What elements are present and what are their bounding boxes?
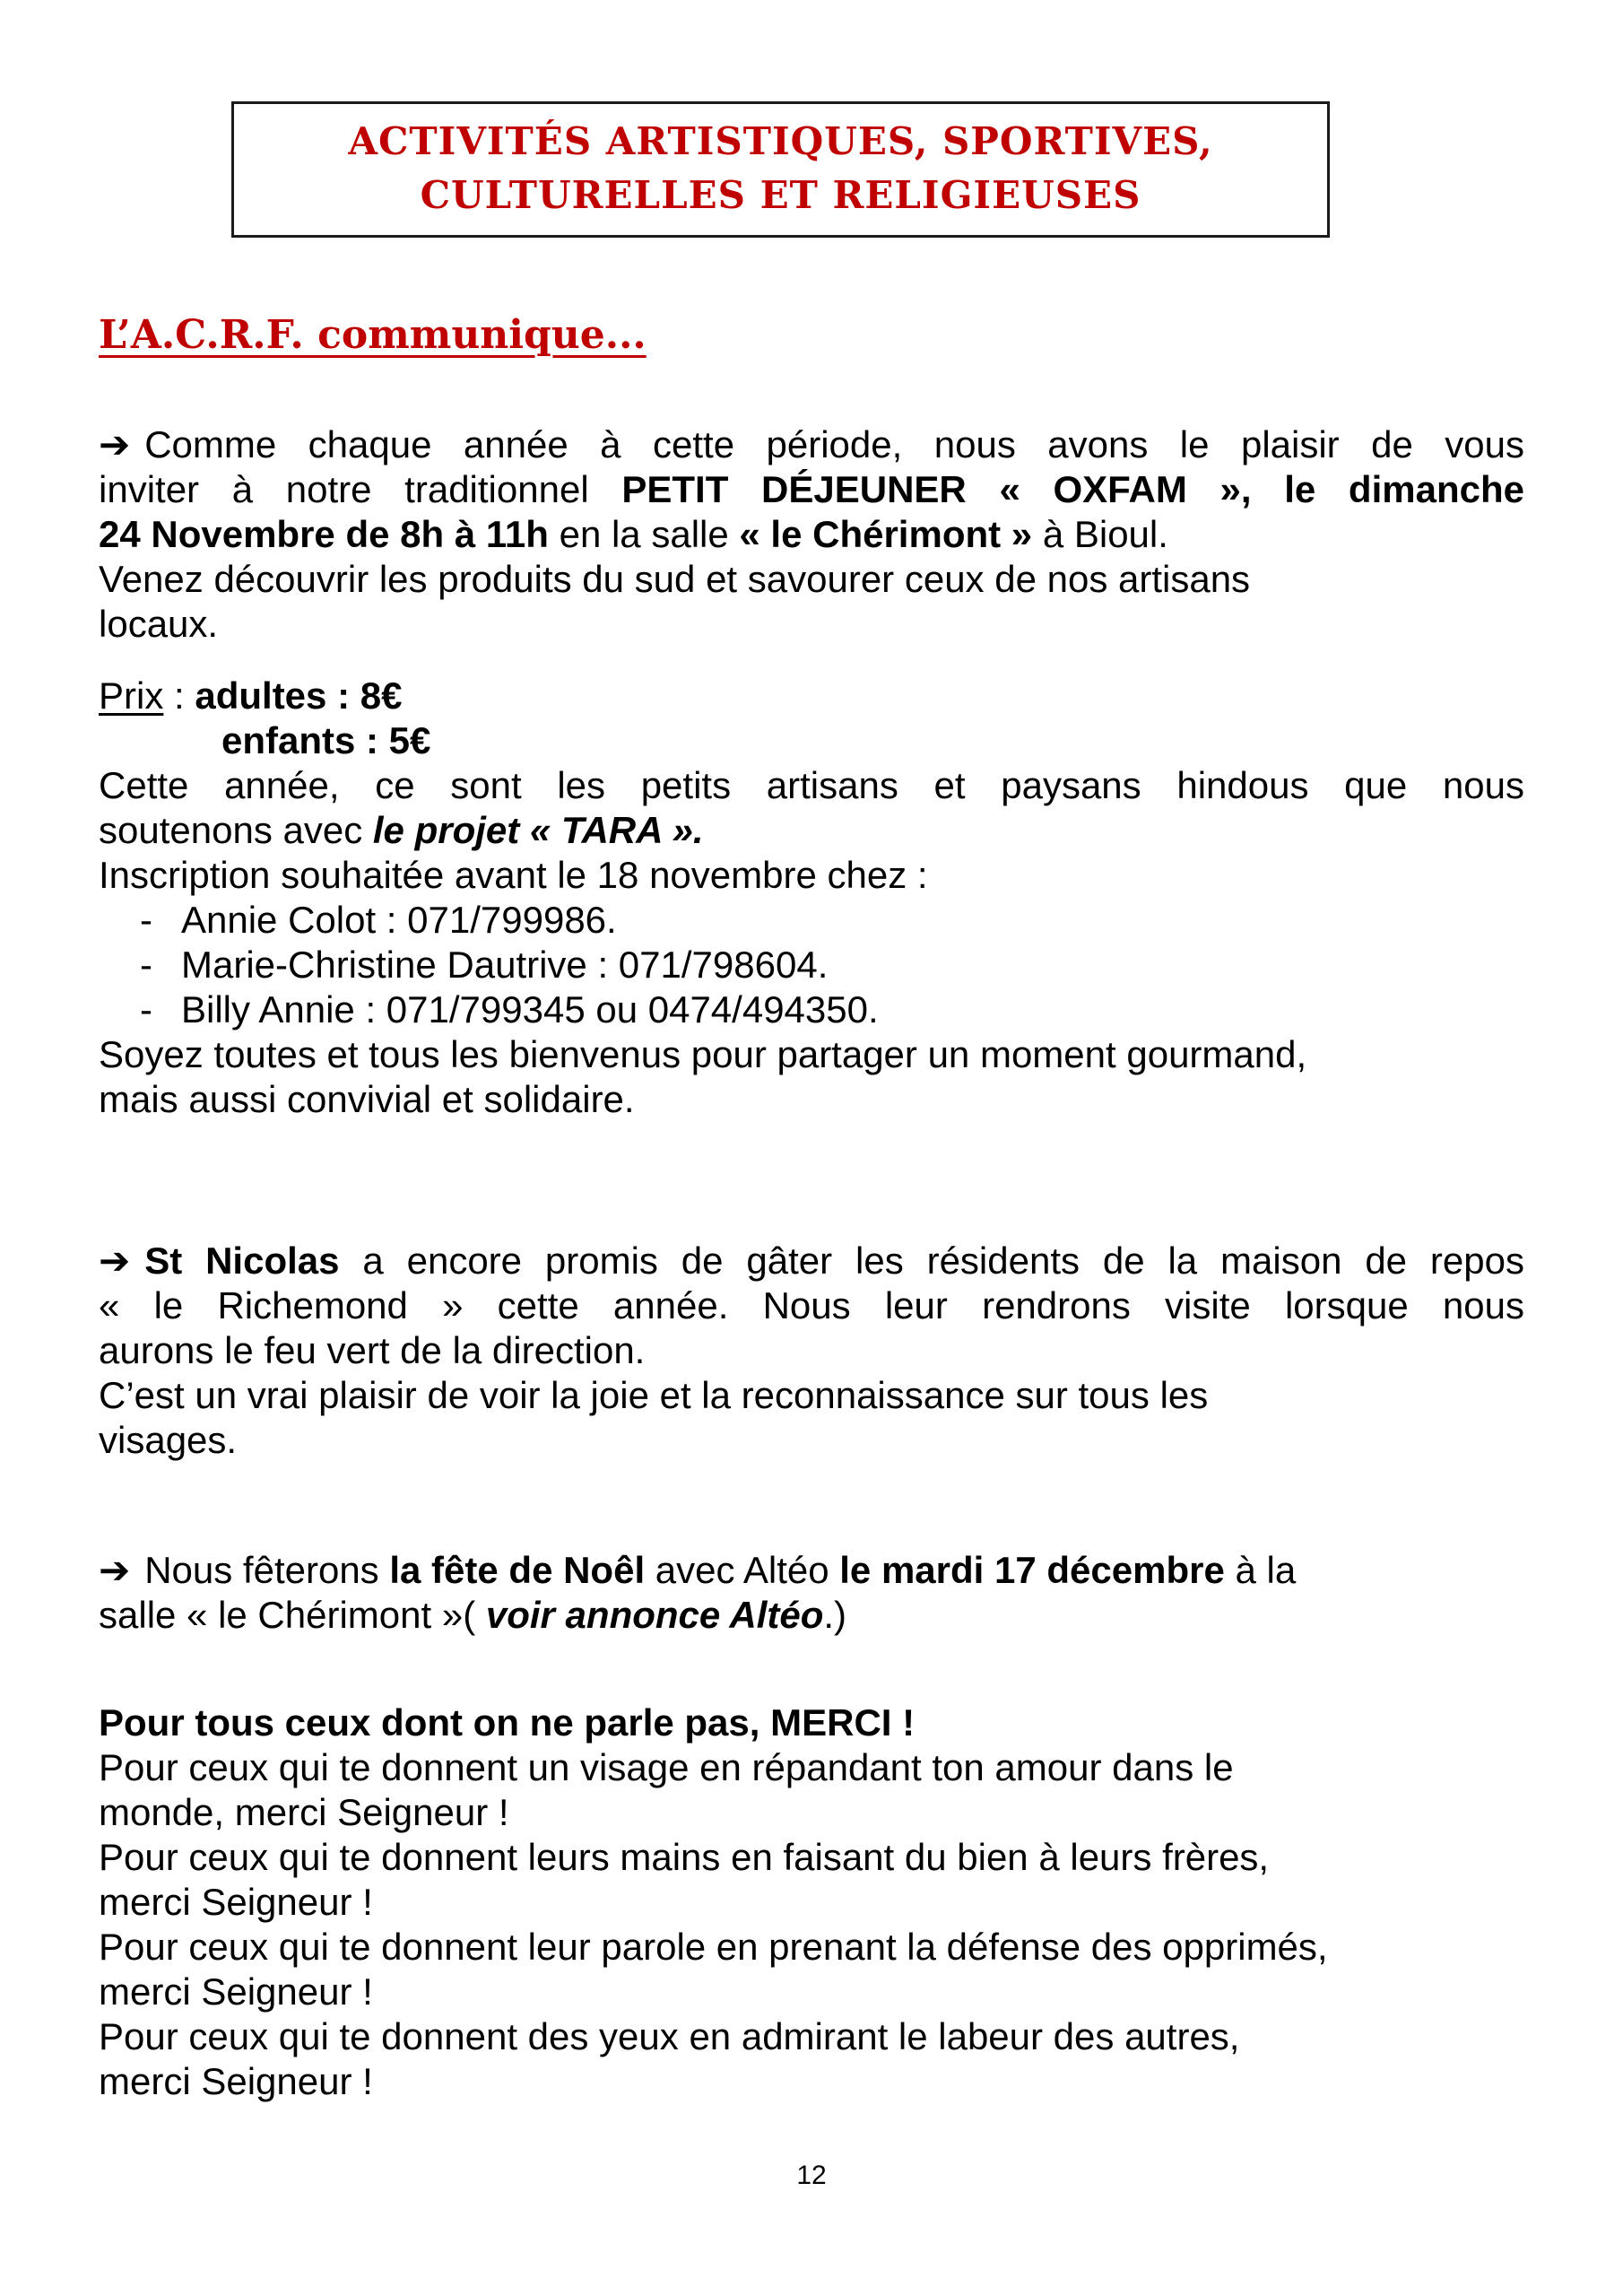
text-run: en la salle: [548, 513, 740, 555]
price-line-adultes: [99, 674, 1524, 718]
text-line: [99, 1548, 1524, 1593]
text-line: [99, 2059, 1524, 2104]
text-run: monde, merci Seigneur !: [99, 1791, 509, 1833]
text-line: [99, 1925, 1524, 1970]
text-run: Pour ceux qui te donnent un visage en répandant ton amour dans le: [99, 1746, 1234, 1788]
text-run: .): [823, 1594, 847, 1636]
text-run: Venez découvrir les produits du sud et savourer ceux de nos artisans: [99, 558, 1251, 600]
paragraph-st-nicolas: [99, 1239, 1524, 1463]
text-line: [99, 1745, 1524, 1790]
text-run-bold: enfants : 5€: [221, 719, 431, 761]
text-line: [99, 422, 1524, 467]
text-run-bold: adultes : 8€: [195, 674, 403, 717]
text-line: [99, 602, 1524, 647]
title-box: [231, 101, 1330, 238]
text-run: mais aussi convivial et solidaire.: [99, 1078, 635, 1120]
arrow-bullet-icon: ➔: [99, 1239, 131, 1282]
text-line: [99, 853, 1524, 898]
text-line: [99, 512, 1524, 557]
text-line: [99, 1077, 1524, 1122]
dash-bullet: -: [140, 944, 152, 986]
section-heading-acrf: [99, 311, 1524, 360]
text-run: à Bioul.: [1032, 513, 1168, 555]
text-run: inviter à notre traditionnel: [99, 468, 622, 510]
text-run-bold-italic: le projet « TARA ».: [372, 809, 704, 851]
contact-name-phone: Annie Colot : 071/799986.: [181, 899, 617, 941]
text-run: Inscription souhaitée avant le 18 novembre chez :: [99, 854, 928, 896]
paragraph-oxfam: [99, 422, 1524, 647]
paragraph-noel: [99, 1548, 1524, 1638]
text-run: Soyez toutes et tous les bienvenus pour partager un moment gourmand,: [99, 1033, 1307, 1075]
page-number: 12: [796, 2161, 827, 2190]
text-run: merci Seigneur !: [99, 1970, 373, 2013]
text-line: [99, 1373, 1524, 1418]
arrow-bullet-icon: ➔: [99, 423, 131, 465]
contact-name-phone: Billy Annie : 071/799345 ou 0474/494350.: [181, 988, 879, 1031]
dash-bullet: -: [140, 899, 152, 941]
contact-name-phone: Marie-Christine Dautrive : 071/798604.: [181, 944, 829, 986]
text-run: Pour ceux qui te donnent des yeux en admirant le labeur des autres,: [99, 2015, 1240, 2057]
text-line: [99, 467, 1524, 512]
contact-line: [99, 943, 1524, 987]
text-run: Pour ceux qui te donnent leurs mains en faisant du bien à leurs frères,: [99, 1836, 1270, 1878]
contact-line: [99, 987, 1524, 1032]
text-run-bold: 24 Novembre de 8h à 11h: [99, 513, 549, 555]
text-run: Comme chaque année à cette période, nous avons le plaisir de vous: [144, 423, 1524, 465]
contact-line: [99, 898, 1524, 943]
text-run: aurons le feu vert de la direction.: [99, 1329, 646, 1371]
arrow-bullet-icon: ➔: [99, 1549, 131, 1591]
text-run: salle « le Chérimont »(: [99, 1594, 486, 1636]
title-line-1: ACTIVITÉS ARTISTIQUES, SPORTIVES,: [348, 119, 1213, 163]
heading-text: L’A.C.R.F. communique...: [99, 312, 647, 358]
paragraph-merci: [99, 1700, 1524, 2104]
title-line-2: CULTURELLES ET RELIGIEUSES: [420, 173, 1141, 217]
text-line: [99, 1032, 1524, 1077]
text-line: [99, 763, 1524, 808]
text-run: « le Richemond » cette année. Nous leur rendrons visite lorsque nous: [99, 1284, 1524, 1326]
text-line: [99, 1239, 1524, 1283]
text-line: [99, 557, 1524, 602]
text-run: a encore promis de gâter les résidents de la maison de repos: [339, 1239, 1524, 1282]
text-line: [99, 808, 1524, 853]
text-run-bold: « le Chérimont »: [739, 513, 1033, 555]
merci-title-line: [99, 1700, 1524, 1745]
text-run: merci Seigneur !: [99, 1881, 373, 1923]
dash-bullet: -: [140, 988, 152, 1031]
text-line: [99, 1970, 1524, 2014]
text-run: à la: [1224, 1549, 1297, 1591]
text-run: C’est un vrai plaisir de voir la joie et la reconnaissance sur tous les: [99, 1374, 1209, 1416]
text-line: [99, 1328, 1524, 1373]
text-run: visages.: [99, 1419, 238, 1461]
text-run-underline: Prix: [99, 674, 164, 717]
text-run: :: [163, 674, 195, 717]
text-run: soutenons avec: [99, 809, 373, 851]
text-run: locaux.: [99, 603, 219, 645]
text-line: [99, 1880, 1524, 1925]
page-content: [0, 101, 1623, 2192]
text-run: Cette année, ce sont les petits artisans et paysans hindous que nous: [99, 764, 1524, 806]
text-run: Nous fêterons: [144, 1549, 390, 1591]
text-line: [99, 1835, 1524, 1880]
text-run-bold: St Nicolas: [144, 1239, 340, 1282]
text-run: Pour ceux qui te donnent leur parole en prenant la défense des opprimés,: [99, 1926, 1328, 1968]
text-run-bold: PETIT DÉJEUNER « OXFAM », le dimanche: [621, 468, 1524, 510]
text-run-bold: Pour tous ceux dont on ne parle pas, MERCI !: [99, 1701, 916, 1744]
text-run: avec Altéo: [645, 1549, 840, 1591]
text-line: [99, 1790, 1524, 1835]
text-line: [99, 1593, 1524, 1638]
price-line-enfants: [99, 718, 1524, 763]
paragraph-prix: [99, 674, 1524, 1122]
text-run: merci Seigneur !: [99, 2060, 373, 2102]
text-line: [99, 1418, 1524, 1463]
text-run-bold: le mardi 17 décembre: [839, 1549, 1225, 1591]
text-run-bold: la fête de Noêl: [389, 1549, 646, 1591]
text-run-bold-italic: voir annonce Altéo: [485, 1594, 824, 1636]
text-line: [99, 1283, 1524, 1328]
text-line: [99, 2014, 1524, 2059]
